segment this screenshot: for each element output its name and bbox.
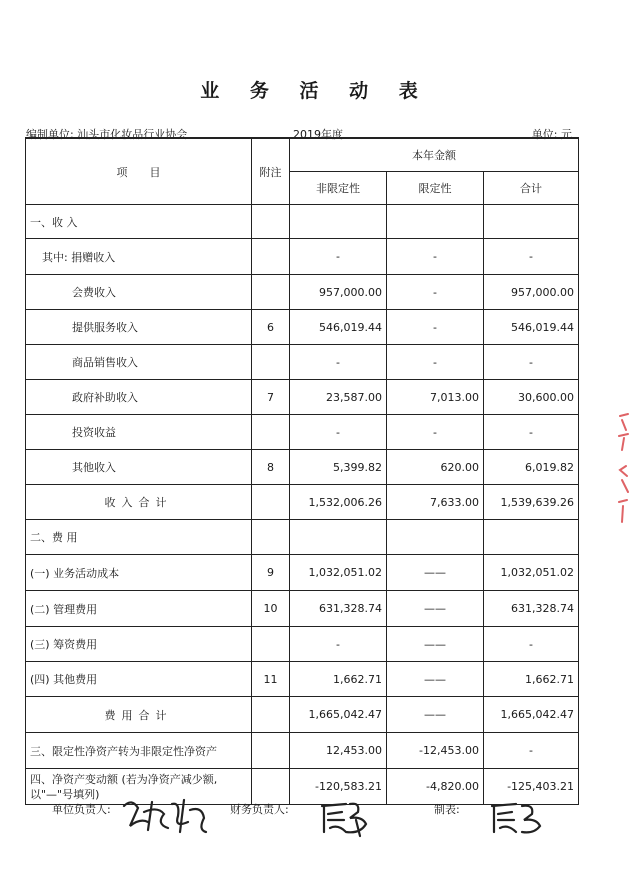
table-row bbox=[26, 555, 579, 591]
row-note bbox=[252, 275, 290, 310]
row-restricted-amount: -4,820.00 bbox=[387, 769, 484, 805]
table-row bbox=[26, 733, 579, 769]
table-row bbox=[26, 450, 579, 485]
row-total-amount: - bbox=[484, 239, 579, 275]
row-total-amount: 1,665,042.47 bbox=[484, 697, 579, 733]
row-unrestricted-amount: 23,587.00 bbox=[290, 380, 387, 415]
row-note: 8 bbox=[252, 450, 290, 485]
row-restricted-amount: -12,453.00 bbox=[387, 733, 484, 769]
table-row bbox=[26, 627, 579, 662]
table-row bbox=[26, 239, 579, 275]
row-unrestricted-amount: 631,328.74 bbox=[290, 591, 387, 627]
unit-head-signature bbox=[118, 792, 210, 838]
row-restricted-amount bbox=[387, 205, 484, 239]
row-unrestricted-amount: 5,399.82 bbox=[290, 450, 387, 485]
row-total-amount: 1,032,051.02 bbox=[484, 555, 579, 591]
row-total-amount: - bbox=[484, 415, 579, 450]
row-item-name: 三、限定性净资产转为非限定性净资产 bbox=[26, 733, 252, 769]
table-row bbox=[26, 205, 579, 239]
row-item-name: 费用合计 bbox=[26, 697, 252, 733]
row-note bbox=[252, 345, 290, 380]
row-unrestricted-amount: 1,032,051.02 bbox=[290, 555, 387, 591]
row-total-amount: 30,600.00 bbox=[484, 380, 579, 415]
row-restricted-amount: 620.00 bbox=[387, 450, 484, 485]
row-total-amount: -125,403.21 bbox=[484, 769, 579, 805]
row-unrestricted-amount bbox=[290, 520, 387, 555]
row-item-name: 商品销售收入 bbox=[26, 345, 252, 380]
row-note bbox=[252, 485, 290, 520]
row-item-name: (一) 业务活动成本 bbox=[26, 555, 252, 591]
row-note bbox=[252, 627, 290, 662]
row-item-name: 投资收益 bbox=[26, 415, 252, 450]
table-row bbox=[26, 697, 579, 733]
row-note bbox=[252, 520, 290, 555]
table-row bbox=[26, 415, 579, 450]
row-unrestricted-amount: 12,453.00 bbox=[290, 733, 387, 769]
row-item-name: (三) 筹资费用 bbox=[26, 627, 252, 662]
row-total-amount: 1,539,639.26 bbox=[484, 485, 579, 520]
row-restricted-amount: —— bbox=[387, 627, 484, 662]
row-note: 9 bbox=[252, 555, 290, 591]
row-restricted-amount: —— bbox=[387, 662, 484, 697]
row-restricted-amount bbox=[387, 520, 484, 555]
table-body bbox=[26, 205, 579, 805]
reporting-unit: 编制单位: 汕头市化妆品行业协会 bbox=[26, 128, 188, 141]
row-restricted-amount: —— bbox=[387, 591, 484, 627]
row-item-name: 二、费 用 bbox=[26, 520, 252, 555]
row-restricted-amount: - bbox=[387, 310, 484, 345]
row-total-amount: - bbox=[484, 627, 579, 662]
row-total-amount: 1,662.71 bbox=[484, 662, 579, 697]
row-restricted-amount: 7,013.00 bbox=[387, 380, 484, 415]
row-unrestricted-amount: 1,532,006.26 bbox=[290, 485, 387, 520]
row-total-amount: - bbox=[484, 733, 579, 769]
row-restricted-amount: - bbox=[387, 275, 484, 310]
row-unrestricted-amount: 957,000.00 bbox=[290, 275, 387, 310]
row-total-amount bbox=[484, 205, 579, 239]
row-unrestricted-amount: - bbox=[290, 345, 387, 380]
row-restricted-amount: - bbox=[387, 415, 484, 450]
row-item-name: (二) 管理费用 bbox=[26, 591, 252, 627]
finance-head-signature bbox=[316, 798, 374, 838]
row-note: 6 bbox=[252, 310, 290, 345]
row-item-name: 收入合计 bbox=[26, 485, 252, 520]
row-item-name: 一、收 入 bbox=[26, 205, 252, 239]
table-row bbox=[26, 662, 579, 697]
report-title: 业 务 活 动 表 bbox=[200, 80, 430, 102]
row-item-name: 四、净资产变动额 (若为净资产减少额, 以"—"号填列) bbox=[26, 769, 252, 805]
col-header-note: 附注 bbox=[252, 138, 290, 205]
row-item-name: 政府补助收入 bbox=[26, 380, 252, 415]
row-note bbox=[252, 769, 290, 805]
row-unrestricted-amount bbox=[290, 205, 387, 239]
preparer-label: 制表: bbox=[434, 803, 460, 816]
row-note bbox=[252, 415, 290, 450]
row-restricted-amount: - bbox=[387, 239, 484, 275]
table-row bbox=[26, 345, 579, 380]
row-note: 11 bbox=[252, 662, 290, 697]
row-unrestricted-amount: 1,665,042.47 bbox=[290, 697, 387, 733]
row-item-name: 其中: 捐赠收入 bbox=[26, 239, 252, 275]
finance-head-label: 财务负责人: bbox=[230, 803, 289, 816]
unit-head-label: 单位负责人: bbox=[52, 803, 111, 816]
row-note: 7 bbox=[252, 380, 290, 415]
row-total-amount: 546,019.44 bbox=[484, 310, 579, 345]
row-item-name: 会费收入 bbox=[26, 275, 252, 310]
table-row bbox=[26, 520, 579, 555]
col-header-total: 合计 bbox=[484, 172, 579, 205]
row-total-amount: - bbox=[484, 345, 579, 380]
preparer-signature bbox=[488, 798, 546, 838]
row-restricted-amount: —— bbox=[387, 697, 484, 733]
currency-unit: 单位: 元 bbox=[531, 128, 572, 141]
row-unrestricted-amount: -120,583.21 bbox=[290, 769, 387, 805]
row-unrestricted-amount: - bbox=[290, 627, 387, 662]
row-total-amount: 957,000.00 bbox=[484, 275, 579, 310]
row-item-name: 提供服务收入 bbox=[26, 310, 252, 345]
row-unrestricted-amount: - bbox=[290, 415, 387, 450]
official-seal-fragment bbox=[616, 410, 630, 530]
row-total-amount: 631,328.74 bbox=[484, 591, 579, 627]
row-item-name: 其他收入 bbox=[26, 450, 252, 485]
row-restricted-amount: —— bbox=[387, 555, 484, 591]
table-row bbox=[26, 310, 579, 345]
row-note bbox=[252, 733, 290, 769]
row-restricted-amount: 7,633.00 bbox=[387, 485, 484, 520]
col-header-unrestricted: 非限定性 bbox=[290, 172, 387, 205]
table-row bbox=[26, 380, 579, 415]
row-item-name: (四) 其他费用 bbox=[26, 662, 252, 697]
row-note bbox=[252, 697, 290, 733]
table-row bbox=[26, 275, 579, 310]
col-header-current-year: 本年金额 bbox=[290, 138, 579, 172]
row-total-amount bbox=[484, 520, 579, 555]
row-unrestricted-amount: - bbox=[290, 239, 387, 275]
report-year: 2019年度 bbox=[293, 128, 343, 141]
row-note bbox=[252, 205, 290, 239]
table-row bbox=[26, 485, 579, 520]
table-row bbox=[26, 591, 579, 627]
row-restricted-amount: - bbox=[387, 345, 484, 380]
row-note: 10 bbox=[252, 591, 290, 627]
row-unrestricted-amount: 546,019.44 bbox=[290, 310, 387, 345]
col-header-restricted: 限定性 bbox=[387, 172, 484, 205]
row-note bbox=[252, 239, 290, 275]
header-row-1 bbox=[26, 138, 579, 172]
row-unrestricted-amount: 1,662.71 bbox=[290, 662, 387, 697]
row-total-amount: 6,019.82 bbox=[484, 450, 579, 485]
activity-table bbox=[25, 137, 579, 805]
col-header-item: 项 目 bbox=[26, 138, 252, 205]
